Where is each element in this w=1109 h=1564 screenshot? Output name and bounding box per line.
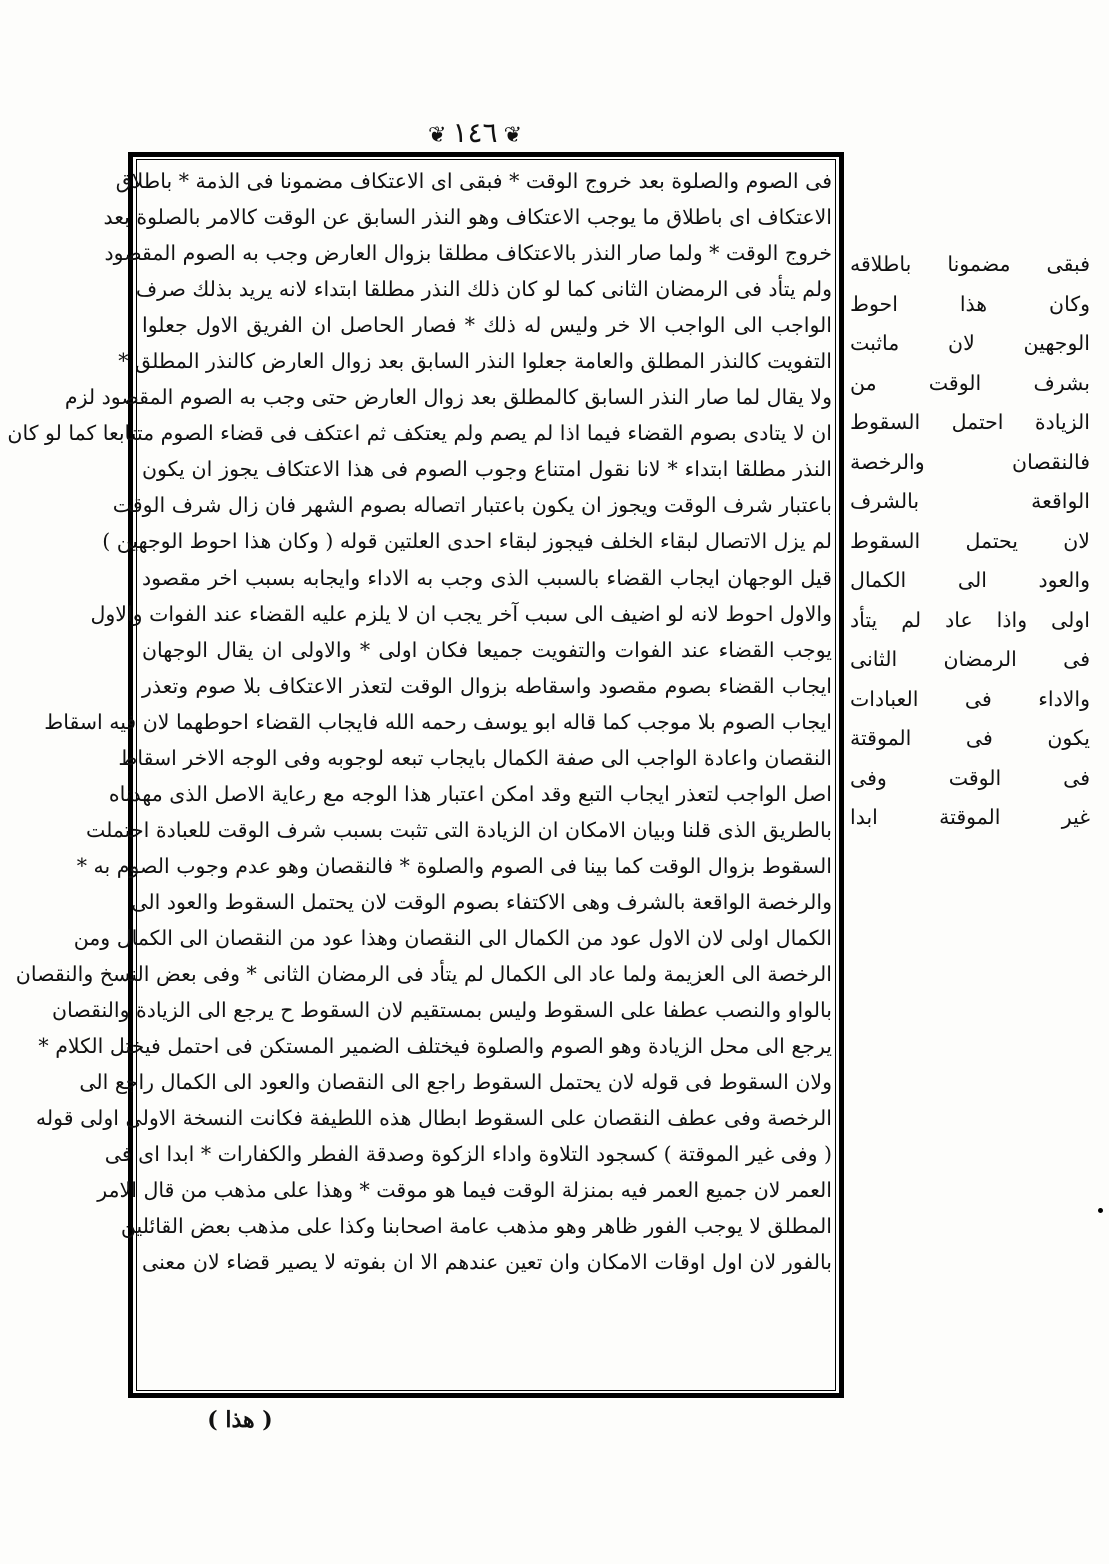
main-text-line: الاعتكاف اى باطلاق ما يوجب الاعتكاف وهو النذر السابق عن الوقت كالامر بالصلوة بعد bbox=[103, 205, 832, 230]
margin-text-line: فى الوقت وفى bbox=[850, 765, 1090, 790]
main-text-line: العمر لان جميع العمر فيه بمنزلة الوقت فيما هو موقت * وهذا على مذهب من قال الامر bbox=[97, 1178, 832, 1203]
margin-text-line: لان يحتمل السقوط bbox=[850, 528, 1090, 553]
main-text-line: المطلق لا يوجب الفور ظاهر وهو مذهب عامة اصحابنا وكذا على مذهب بعض القائلين bbox=[120, 1214, 832, 1239]
main-text-line: خروج الوقت * ولما صار النذر بالاعتكاف مطلقا بزوال العارض وجب به الصوم المقصود bbox=[104, 241, 832, 266]
margin-text-line: غير الموقتة ابدا bbox=[850, 805, 1090, 829]
main-text-line: ولم يتأد فى الرمضان الثانى كما لو كان ذلك النذر مطلقا ابتداء لانه يريد بذلك صرف bbox=[135, 277, 832, 302]
main-text-line: بالطريق الذى قلنا وبيان الامكان ان الزيادة التى تثبت بسبب شرف الوقت للعبادة احتملت bbox=[86, 817, 832, 842]
main-text-line: اصل الواجب لتعذر ايجاب التبع وقد امكن اعتبار هذا الوجه مع رعاية الاصل الذى مهدناه bbox=[108, 781, 832, 806]
main-text-line: ولا يقال لما صار النذر السابق كالمطلق بعد زوال العارض حتى وجب به الصوم المقصود لزم bbox=[64, 385, 832, 410]
main-text-line: يرجع الى محل الزيادة وهو الصوم والصلوة فيختلف الضمير المستكن فى احتمل فيختل الكلام * bbox=[38, 1034, 832, 1059]
main-text-line: ( وفى غير الموقتة ) كسجود التلاوة واداء الزكوة وصدقة الفطر والكفارات * ابدا اى فى bbox=[104, 1142, 832, 1167]
main-text-line: ان لا يتادى بصوم القضاء فيما اذا لم يصم ولم يعتكف ثم اعتكف فى قضاء الصوم متتابعا كما لو كان bbox=[7, 421, 832, 446]
margin-text-line: فى الرمضان الثانى bbox=[850, 647, 1090, 671]
main-text-line: بالفور لان اول اوقات الامكان وان تعين عندهم الا ان بفوته لا يصير قضاء لان معنى bbox=[142, 1250, 832, 1275]
margin-commentary bbox=[850, 245, 1090, 885]
main-text-block bbox=[7, 163, 832, 1389]
main-text-line: ايجاب الصوم بلا موجب كما قاله ابو يوسف رحمه الله فايجاب القضاء احوطهما لان فيه اسقاط bbox=[44, 709, 832, 734]
margin-text-line: الواقعة بالشرف bbox=[850, 489, 1090, 513]
main-text-line: النقصان واعادة الواجب الى صفة الكمال بايجاب تبعه لوجوبه وفى الوجه الاخر اسقاط bbox=[118, 745, 832, 770]
main-text-line: التفويت كالنذر المطلق والعامة جعلوا النذر السابق بعد زوال العارض كالنذر المطلق * bbox=[118, 349, 832, 374]
margin-text-line: اولى واذا عاد لم يتأد bbox=[850, 607, 1090, 632]
catchword: ( هذا ) bbox=[207, 1407, 273, 1433]
main-text-line: بالواو والنصب عطفا على السقوط وليس بمستقيم لان السقوط ح يرجع الى الزيادة والنقصان bbox=[52, 998, 832, 1023]
main-text-line: الواجب الى الواجب الا خر وليس له ذلك * فصار الحاصل ان الفريق الاول جعلوا bbox=[142, 313, 832, 338]
margin-text-line: والعود الى الكمال bbox=[850, 568, 1090, 592]
scan-mark bbox=[1098, 1208, 1103, 1213]
margin-text-line: والاداء فى العبادات bbox=[850, 686, 1090, 711]
margin-text-line: فالنقصان والرخصة bbox=[850, 449, 1090, 474]
margin-text-line: يكون فى الموقتة bbox=[850, 726, 1090, 750]
main-text-line: لم يزل الاتصال لبقاء الخلف فيجوز لبقاء احدى العلتين قوله ( وكان هذا احوط الوجهين ) bbox=[102, 529, 832, 554]
main-text-line: السقوط بزوال الوقت كما بينا فى الصوم والصلوة * فالنقصان وهو عدم وجوب الصوم به * bbox=[76, 853, 832, 878]
page-number-text: ١٤٦ bbox=[452, 116, 498, 149]
ornament-icon: ❦ bbox=[503, 123, 522, 148]
margin-text-line: وكان هذا احوط bbox=[850, 291, 1090, 316]
main-text-line: قيل الوجهان ايجاب القضاء بالسبب الذى وجب به الاداء وايجابه بسبب اخر مقصود bbox=[142, 565, 832, 590]
main-text-line: يوجب القضاء عند الفوات والتفويت جميعا فكان اولى * والاولى ان يقال الوجهان bbox=[142, 637, 832, 662]
main-text-line: ولان السقوط فى قوله لان يحتمل السقوط راجع الى النقصان والعود الى الكمال راجع الى bbox=[79, 1070, 832, 1095]
page-number bbox=[395, 116, 555, 150]
main-text-line: والاول احوط لانه لو اضيف الى سبب آخر يجب ان لا يلزم عليه القضاء عند الفوات والاول bbox=[90, 601, 832, 626]
main-text-line: باعتبار شرف الوقت ويجوز ان يكون باعتبار اتصاله بصوم الشهر فان زال شرف الوقت bbox=[112, 493, 832, 518]
main-text-line: الرخصة الى العزيمة ولما عاد الى الكمال لم يتأد فى الرمضان الثانى * وفى بعض النسخ والنقصان bbox=[15, 962, 832, 987]
main-text-line: الرخصة وفى عطف النقصان على السقوط ابطال هذه اللطيفة فكانت النسخة الاولى اولى قوله bbox=[35, 1106, 832, 1131]
main-text-line: فى الصوم والصلوة بعد خروج الوقت * فبقى اى الاعتكاف مضمونا فى الذمة * باطلاق bbox=[115, 169, 832, 193]
main-text-line: ايجاب القضاء بصوم مقصود واسقاطه بزوال الوقت لتعذر الاعتكاف بلا صوم وتعذر bbox=[142, 673, 832, 698]
main-text-line: الكمال اولى لان الاول عود من الكمال الى النقصان وهذا عود من النقصان الى الكمال ومن bbox=[73, 925, 832, 950]
margin-text-line: بشرف الوقت من bbox=[850, 370, 1090, 395]
margin-text-line: الزيادة احتمل السقوط bbox=[850, 410, 1090, 434]
margin-text-line: فبقى مضمونا باطلاقه bbox=[850, 252, 1090, 276]
margin-text-line: الوجهين لان ماثبت bbox=[850, 331, 1090, 355]
ornament-icon: ❦ bbox=[428, 123, 447, 148]
main-text-line: والرخصة الواقعة بالشرف وهى الاكتفاء بصوم الوقت لان يحتمل السقوط والعود الى bbox=[131, 889, 832, 914]
main-text-line: النذر مطلقا ابتداء * لانا نقول امتناع وجوب الصوم فى هذا الاعتكاف يجوز ان يكون bbox=[142, 457, 832, 482]
